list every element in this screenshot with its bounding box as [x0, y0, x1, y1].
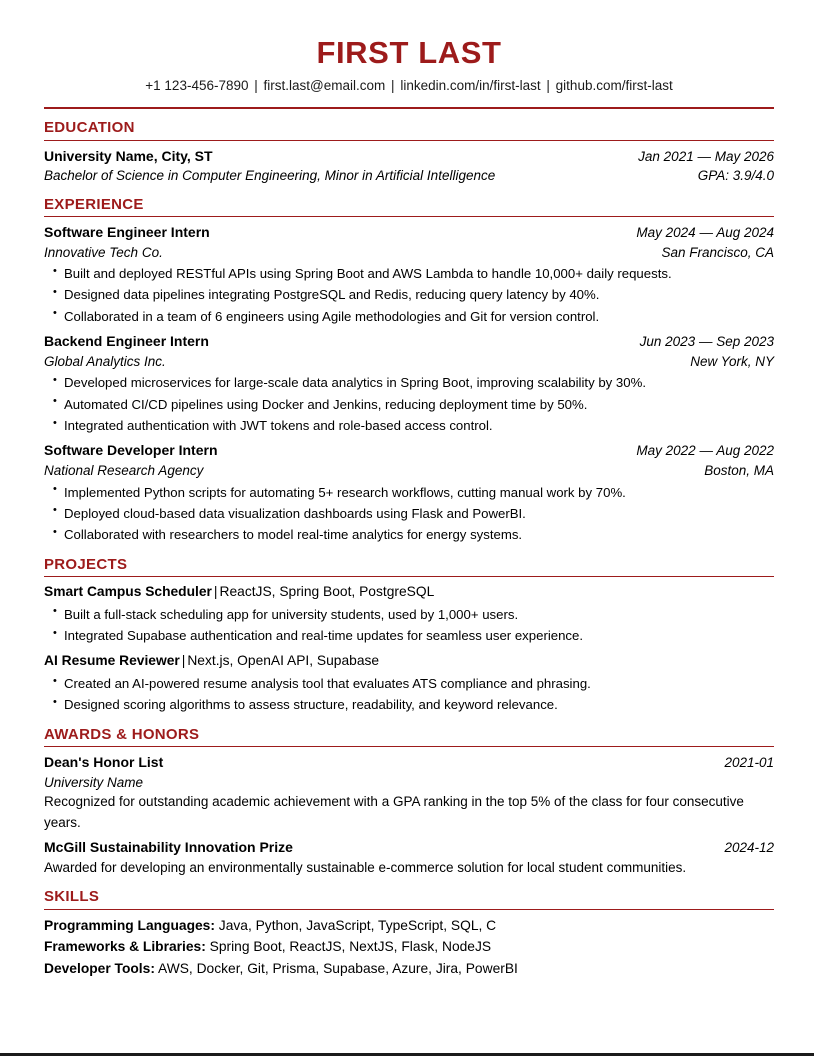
- list-item: • Integrated authentication with JWT tokens and role-based access control.: [44, 415, 774, 436]
- section-experience: [44, 196, 774, 546]
- list-item: • Implemented Python scripts for automating 5+ research workflows, cutting manual work by 70%.: [44, 482, 774, 503]
- experience-location: New York, NY: [690, 353, 774, 369]
- entry-title-row: [44, 752, 774, 773]
- award-name: Dean's Honor List: [44, 754, 164, 771]
- award-name: McGill Sustainability Innovation Prize: [44, 839, 293, 856]
- education-dates: Jan 2021 — May 2026: [638, 148, 774, 164]
- education-school: University Name, City, ST: [44, 147, 213, 164]
- list-item: • Deployed cloud-based data visualization dashboards using Flask and PowerBI.: [44, 503, 774, 524]
- experience-role: Software Engineer Intern: [44, 223, 210, 240]
- section-divider: [44, 909, 774, 910]
- entry-sub-row: [44, 461, 774, 481]
- section-title-education: EDUCATION: [44, 119, 135, 137]
- experience-company: Innovative Tech Co.: [44, 244, 163, 260]
- project-entry: [44, 582, 774, 646]
- skill-row: [44, 936, 774, 958]
- contact-line: [44, 77, 774, 95]
- section-title-experience: EXPERIENCE: [44, 195, 144, 213]
- contact-linkedin[interactable]: linkedin.com/in/first-last: [400, 78, 541, 94]
- section-divider: [44, 576, 774, 577]
- list-item: • Built a full-stack scheduling app for university students, used by 1,000+ users.: [44, 604, 774, 625]
- award-issuer: University Name: [44, 774, 144, 790]
- section-skills: [44, 888, 774, 980]
- list-item: • Designed data pipelines integrating PostgreSQL and Redis, reducing query latency by 40%.: [44, 284, 774, 305]
- section-education: [44, 119, 774, 185]
- contact-github[interactable]: github.com/first-last: [555, 78, 673, 94]
- list-item: • Created an AI-powered resume analysis tool that evaluates ATS compliance and phrasing.: [44, 673, 774, 694]
- entry-title-row: [44, 331, 774, 352]
- experience-entry: [44, 331, 774, 436]
- award-entry: [44, 752, 774, 833]
- list-item: • Integrated Supabase authentication and real-time updates for seamless user experience.: [44, 625, 774, 646]
- award-date: 2024-12: [724, 840, 774, 856]
- entry-title-row: [44, 837, 774, 858]
- section-title-awards: AWARDS & HONORS: [44, 725, 200, 743]
- page-title: FIRST LAST: [316, 35, 502, 70]
- project-name: Smart Campus Scheduler: [44, 583, 212, 599]
- section-awards: [44, 726, 774, 878]
- project-name: AI Resume Reviewer: [44, 653, 180, 669]
- education-entry: [44, 146, 774, 186]
- experience-role: Backend Engineer Intern: [44, 333, 209, 350]
- skill-row: [44, 958, 774, 980]
- award-description: Recognized for outstanding academic achievement with a GPA ranking in the top 5% of the class for four consecutive years.: [44, 794, 744, 830]
- entry-sub-row: [44, 243, 774, 263]
- entry-title-row: [44, 146, 774, 167]
- project-heading: [44, 651, 774, 672]
- header-divider: [44, 107, 774, 109]
- resume-header: [44, 36, 774, 109]
- list-item: • Automated CI/CD pipelines using Docker and Jenkins, reducing deployment time by 50%.: [44, 394, 774, 415]
- list-item: • Collaborated with researchers to model real-time analytics for energy systems.: [44, 524, 774, 545]
- skill-row: [44, 915, 774, 937]
- contact-separator: |: [391, 78, 395, 94]
- section-divider: [44, 746, 774, 747]
- skill-label: Developer Tools:: [44, 961, 155, 977]
- project-separator: |: [181, 653, 186, 669]
- experience-entry: [44, 440, 774, 545]
- experience-dates: May 2022 — Aug 2022: [636, 443, 774, 459]
- contact-separator: |: [546, 78, 550, 94]
- entry-sub-row: [44, 352, 774, 372]
- award-description: Awarded for developing an environmentally sustainable e-commerce solution for local student communities.: [44, 859, 687, 875]
- project-heading: [44, 582, 774, 603]
- skill-label: Programming Languages:: [44, 917, 215, 933]
- award-entry: [44, 837, 774, 878]
- project-stack: Next.js, OpenAI API, Supabase: [187, 653, 380, 669]
- skill-label: Frameworks & Libraries:: [44, 939, 206, 955]
- entry-title-row: [44, 222, 774, 243]
- award-date: 2021-01: [724, 755, 774, 771]
- education-degree: Bachelor of Science in Computer Engineering, Minor in Artificial Intelligence: [44, 168, 496, 184]
- entry-title-row: [44, 440, 774, 461]
- project-entry: [44, 651, 774, 715]
- entry-sub-row: [44, 166, 774, 186]
- project-separator: |: [213, 583, 218, 599]
- experience-bullets: [44, 263, 774, 327]
- experience-location: San Francisco, CA: [661, 244, 774, 260]
- experience-location: Boston, MA: [704, 463, 774, 478]
- contact-phone: +1 123-456-7890: [145, 78, 249, 94]
- experience-bullets: [44, 372, 774, 436]
- list-item: • Designed scoring algorithms to assess structure, readability, and keyword relevance.: [44, 694, 774, 715]
- contact-separator: |: [254, 78, 258, 94]
- project-stack: ReactJS, Spring Boot, PostgreSQL: [219, 583, 435, 599]
- section-projects: [44, 556, 774, 716]
- experience-entry: [44, 222, 774, 327]
- section-divider: [44, 140, 774, 141]
- skill-value: Java, Python, JavaScript, TypeScript, SQL, C: [218, 917, 497, 933]
- contact-email[interactable]: first.last@email.com: [263, 78, 386, 94]
- experience-company: National Research Agency: [44, 463, 204, 478]
- experience-dates: Jun 2023 — Sep 2023: [639, 334, 774, 350]
- education-gpa: GPA: 3.9/4.0: [697, 168, 774, 184]
- list-item: • Collaborated in a team of 6 engineers using Agile methodologies and Git for version control.: [44, 306, 774, 327]
- experience-role: Software Developer Intern: [44, 442, 218, 459]
- project-bullets: [44, 604, 774, 647]
- list-item: • Developed microservices for large-scale data analytics in Spring Boot, improving scalability by 30%.: [44, 372, 774, 393]
- list-item: • Built and deployed RESTful APIs using Spring Boot and AWS Lambda to handle 10,000+ daily requests.: [44, 263, 774, 284]
- experience-dates: May 2024 — Aug 2024: [636, 224, 774, 240]
- project-bullets: [44, 673, 774, 716]
- experience-bullets: [44, 482, 774, 546]
- section-divider: [44, 216, 774, 217]
- skill-value: Spring Boot, ReactJS, NextJS, Flask, NodeJS: [209, 939, 492, 955]
- experience-company: Global Analytics Inc.: [44, 353, 166, 369]
- skill-value: AWS, Docker, Git, Prisma, Supabase, Azure, Jira, PowerBI: [158, 961, 518, 977]
- section-title-skills: SKILLS: [44, 888, 100, 906]
- section-title-projects: PROJECTS: [44, 555, 128, 573]
